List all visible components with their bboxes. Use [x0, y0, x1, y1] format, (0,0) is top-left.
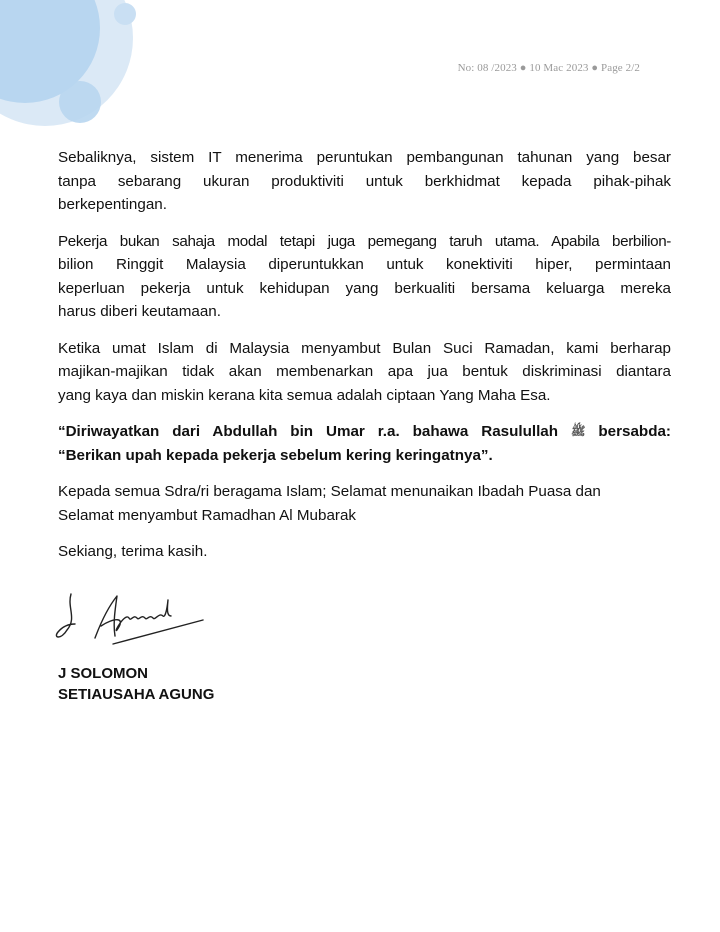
document-date: 10 Mac 2023 — [529, 62, 589, 74]
text-line: Ketika umat Islam di Malaysia menyambut Bulan Suci Ramadan, kami berharap — [58, 339, 671, 357]
bullet-separator: ● — [591, 62, 599, 74]
text-line: Pekerja bukan sahaja modal tetapi juga pemegang taruh utama. Apabila berbilion- — [58, 232, 671, 250]
text-line: keperluan pekerja untuk kehidupan yang berkualiti bersama keluarga mereka — [58, 279, 671, 297]
text-line: harus diberi keutamaan. — [58, 303, 221, 320]
paragraph-ramadan — [58, 337, 671, 408]
text-line: berkepentingan. — [58, 196, 167, 213]
closing-line: Sekiang, terima kasih. — [58, 543, 208, 560]
text-line: tanpa sebarang ukuran produktiviti untuk berkhidmat kepada pihak-pihak — [58, 172, 671, 190]
signatory-name: J SOLOMON — [58, 665, 149, 682]
ref-number: No: 08 /2023 — [457, 62, 517, 74]
decorative-circles — [0, 0, 200, 150]
quote-line — [58, 420, 671, 444]
text-line: bilion Ringgit Malaysia diperuntukkan untuk konektiviti hiper, permintaan — [58, 256, 671, 273]
paragraph-workers — [58, 230, 671, 324]
quote-text: bersabda: — [598, 423, 671, 440]
signatory-block — [58, 663, 214, 705]
bullet-separator: ● — [519, 62, 527, 74]
paragraph-it-systems — [58, 146, 671, 217]
text-line: Selamat menyambut Ramadhan Al Mubarak — [58, 506, 356, 524]
signature — [55, 588, 215, 648]
signatory-title: SETIAUSAHA AGUNG — [58, 686, 215, 703]
document-reference — [458, 62, 640, 74]
greeting-paragraph — [58, 480, 671, 527]
salawat-honorific-icon: ﷺ — [570, 424, 586, 438]
small-top-circle — [114, 3, 136, 25]
text-line: Sebaliknya, sistem IT menerima peruntukan pembangunan tahunan yang besar — [58, 149, 671, 166]
page-number: Page 2/2 — [601, 62, 640, 74]
letter-body — [58, 146, 671, 577]
text-line: majikan-majikan tidak akan membenarkan apa jua bentuk diskriminasi diantara — [58, 363, 671, 380]
quote-text: “Diriwayatkan dari Abdullah bin Umar r.a. bahawa Rasulullah — [58, 423, 559, 440]
text-line: Kepada semua Sdra/ri beragama Islam; Selamat menunaikan Ibadah Puasa dan — [58, 483, 601, 500]
hadith-quote — [58, 420, 671, 467]
small-bottom-circle — [59, 81, 101, 123]
text-line: yang kaya dan miskin kerana kita semua adalah ciptaan Yang Maha Esa. — [58, 386, 551, 404]
quote-line: “Berikan upah kepada pekerja sebelum kering keringatnya”. — [58, 446, 493, 464]
